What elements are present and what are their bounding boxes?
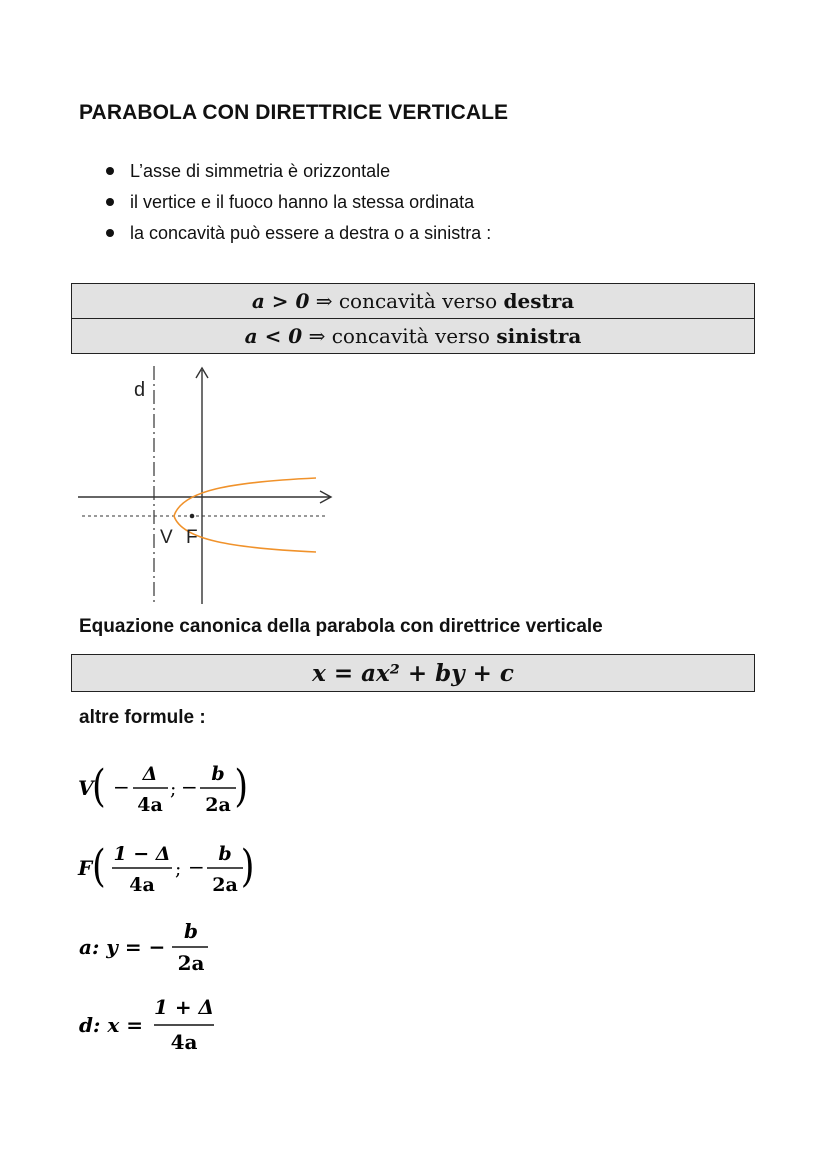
directrix-label: d <box>134 379 146 401</box>
vertex-label: V <box>160 527 173 548</box>
denominator: 2a <box>212 874 238 896</box>
concavity-text: concavità verso <box>331 324 490 348</box>
separator: ; <box>170 778 177 800</box>
numerator: b <box>184 919 198 943</box>
directrix-formula <box>76 992 276 1056</box>
minus-sign: − <box>113 775 130 799</box>
denominator: 2a <box>205 794 231 816</box>
denominator: 2a <box>177 951 205 975</box>
minus-sign: − <box>181 775 198 799</box>
numerator: b <box>211 763 225 785</box>
open-paren: ( <box>92 761 106 813</box>
equation-text: x = ax² + by + c <box>312 660 514 687</box>
denominator: 4a <box>129 874 155 896</box>
implies-symbol: ⇒ <box>315 289 333 313</box>
focus-point <box>190 514 195 519</box>
denominator: 4a <box>170 1030 198 1054</box>
list-item: L’asse di simmetria è orizzontale <box>100 158 491 189</box>
focus-formula <box>76 838 276 902</box>
concavity-text: concavità verso <box>338 289 498 313</box>
directrix-label: d: x = <box>79 1013 143 1037</box>
parabola-graph <box>72 358 342 608</box>
condition: a > 0 <box>251 289 310 313</box>
vertex-symbol: V <box>78 776 94 800</box>
canonical-equation <box>71 654 755 692</box>
minus-sign: − <box>188 855 205 879</box>
concavity-left-row <box>71 318 755 354</box>
concavity-direction: destra <box>503 289 575 313</box>
axis-label: a: y = − <box>79 935 166 959</box>
separator: ; <box>175 858 182 880</box>
denominator: 4a <box>137 794 163 816</box>
close-paren: ) <box>240 841 255 893</box>
focus-label: F <box>186 527 198 548</box>
list-item: la concavità può essere a destra o a sinistra : <box>100 220 491 251</box>
other-formulas-heading: altre formule : <box>79 707 206 728</box>
numerator: 1 − Δ <box>113 843 171 865</box>
properties-list <box>100 158 491 251</box>
close-paren: ) <box>234 761 249 813</box>
focus-symbol: F <box>78 856 93 880</box>
open-paren: ( <box>92 841 106 893</box>
implies-symbol: ⇒ <box>308 324 326 348</box>
numerator: Δ <box>142 763 158 785</box>
vertex-formula <box>76 758 276 822</box>
numerator: b <box>218 843 232 865</box>
list-item: il vertice e il fuoco hanno la stessa ordinata <box>100 189 491 220</box>
condition: a < 0 <box>244 324 303 348</box>
axis-formula <box>76 914 276 978</box>
concavity-right-row <box>71 283 755 319</box>
numerator: 1 + Δ <box>153 995 215 1019</box>
page-title: PARABOLA CON DIRETTRICE VERTICALE <box>79 101 509 124</box>
equation-heading: Equazione canonica della parabola con direttrice verticale <box>79 616 603 637</box>
concavity-direction: sinistra <box>496 324 582 348</box>
